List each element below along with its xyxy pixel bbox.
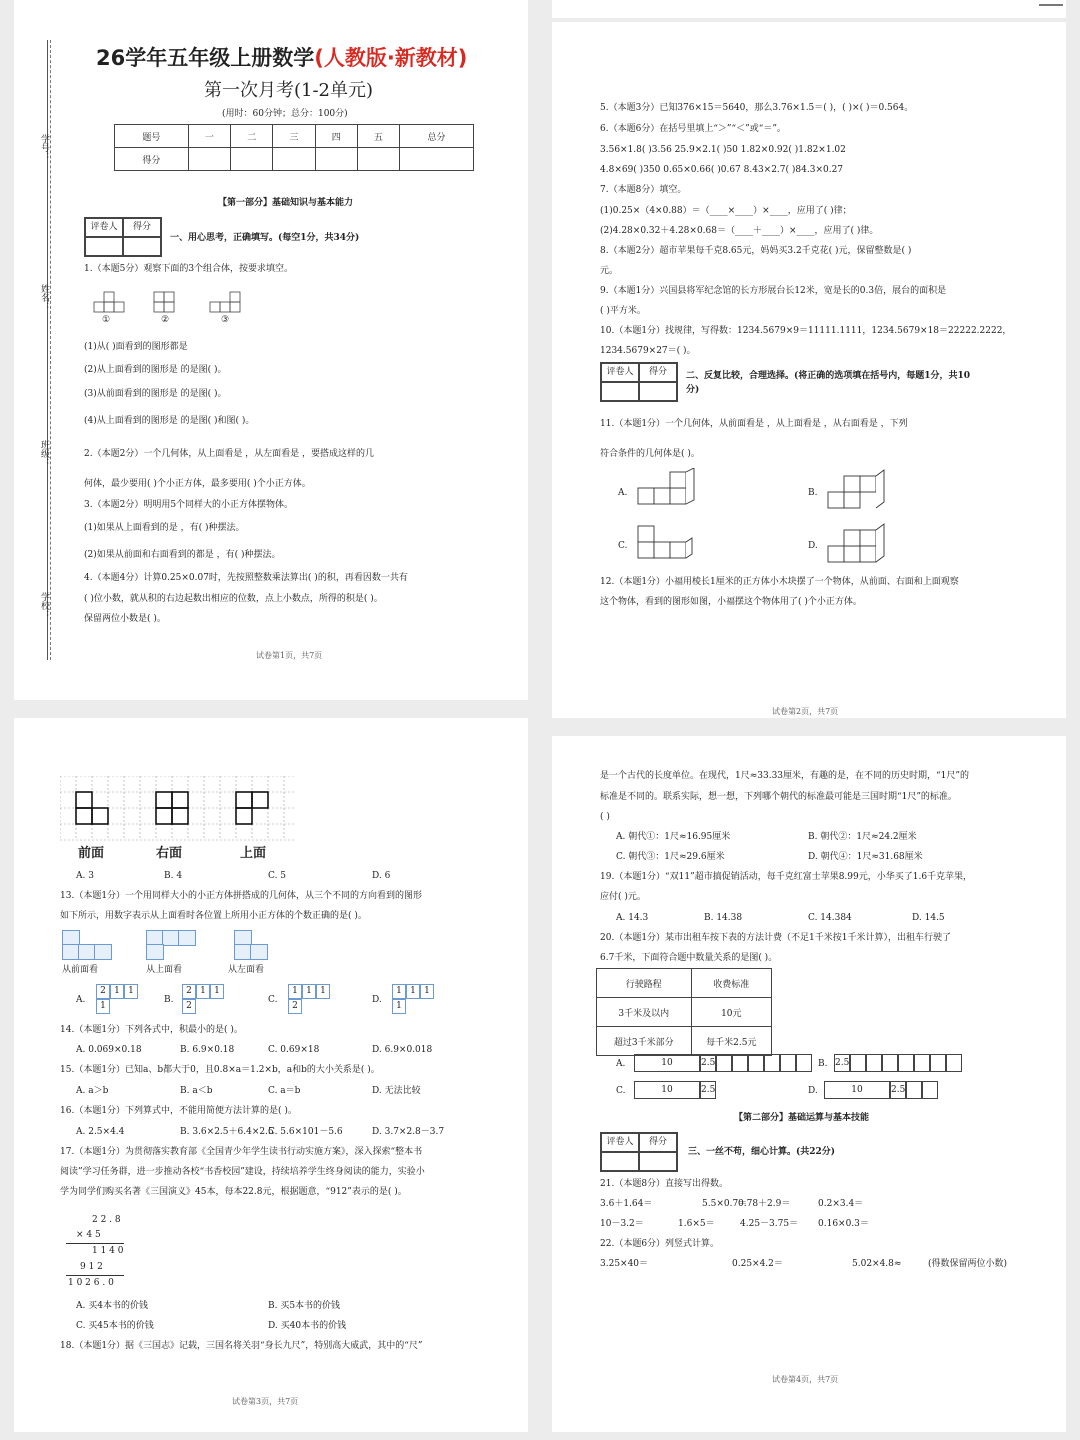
fare-cell: 3千米及以内 xyxy=(597,998,692,1027)
side-label-name: 姓名： xyxy=(39,284,49,311)
q13-option-c[interactable]: C. xyxy=(268,995,278,1005)
cube-figure-b xyxy=(824,468,894,514)
question-5: 5.（本题3分）已知376×15＝5640，那么3.76×1.5＝( )，( )×( )＝0.564。 xyxy=(600,103,914,113)
q16-option-a[interactable]: A. 2.5×4.4 xyxy=(76,1127,125,1137)
q1-label-3: ③ xyxy=(221,315,230,325)
question-17a: 17.（本题1分）为贯彻落实教育部《全国青少年学生读书行动实施方案》，深入探索“整本书 xyxy=(60,1147,423,1157)
score-cell[interactable] xyxy=(639,1152,677,1171)
page-footer: 试卷第1页，共7页 xyxy=(256,651,323,660)
section1-heading: 一、用心思考，正确填写。(每空1分，共34分) xyxy=(170,233,360,243)
q1-part-4: (4)从上面看到的图形是 的是图( )和图( )。 xyxy=(84,416,255,426)
q17-option-b[interactable]: B. 买5本书的价钱 xyxy=(268,1301,341,1311)
num-cell: 2 xyxy=(182,999,196,1014)
q1-part-1: (1)从( )面看到的图形都是 xyxy=(84,342,188,352)
binding-line xyxy=(50,40,51,660)
exam-page-4 xyxy=(552,736,1066,1432)
question-10a: 10.（本题1分）找规律，写得数：1234.5679×9＝11111.1111，1234.5679×18＝22222.2222， xyxy=(600,326,1012,336)
view-label-right: 右面 xyxy=(156,846,183,861)
q16-option-d[interactable]: D. 3.7×2.8－3.7 xyxy=(372,1127,445,1137)
question-15: 15.（本题1分）已知a、b都大于0，且0.8×a＝1.2×b，a和b的大小关系是( )。 xyxy=(60,1065,380,1075)
part1-heading: 【第一部分】基础知识与基本能力 xyxy=(218,198,354,208)
q13-num-grid-a xyxy=(96,984,138,1014)
q1-part-3: (3)从前面看到的图形是 的是图( )。 xyxy=(84,389,227,399)
calc-item: 0.25×4.2＝ xyxy=(732,1259,783,1269)
scorer-box xyxy=(600,362,678,402)
q20-bar-b xyxy=(834,1054,962,1072)
num-cell: 1 xyxy=(210,984,224,999)
score-cell[interactable] xyxy=(273,148,315,171)
score-cell[interactable] xyxy=(315,148,357,171)
title-edition: (人教版·新教材) xyxy=(314,46,468,70)
q14-option-d[interactable]: D. 6.9×0.018 xyxy=(372,1045,433,1055)
q17-option-a[interactable]: A. 买4本书的价钱 xyxy=(76,1301,148,1311)
q14-option-c[interactable]: C. 0.69×18 xyxy=(268,1045,320,1055)
q13-view-top: 从上面看 xyxy=(146,965,183,975)
question-20b: 6.7千米，下面符合题中数量关系的是图( )。 xyxy=(600,953,778,963)
question-8a: 8.（本题2分）超市苹果每千克8.65元，妈妈买3.2千克花( )元，保留整数是( ) xyxy=(600,246,912,256)
bar-segment: 2.5 xyxy=(834,1054,850,1072)
q1-label-1: ① xyxy=(102,315,111,325)
num-cell: 1 xyxy=(420,984,434,999)
num-cell: 1 xyxy=(302,984,316,999)
bar-segment xyxy=(914,1054,930,1072)
calc-item: 5.5×0.7＝ xyxy=(702,1199,748,1209)
question-12a: 12.（本题1分）小福用棱长1厘米的正方体小木块摆了一个物体，从前面、右面和上面观察 xyxy=(600,577,959,587)
question-18c: 标准是不同的。联系实际，想一想，下列哪个朝代的标准最可能是三国时期“1尺”的标准。 xyxy=(600,792,957,802)
vertical-calc-line: 1 1 4 0 xyxy=(92,1246,124,1256)
exam-page-1 xyxy=(14,0,528,700)
bar-segment xyxy=(906,1081,922,1099)
page-footer: 试卷第3页，共7页 xyxy=(232,1397,299,1406)
question-19b: 应付( )元。 xyxy=(600,892,646,902)
num-cell: 1 xyxy=(392,999,406,1014)
q13-num-grid-d xyxy=(392,984,434,1014)
q18-option-d[interactable]: D. 朝代④：1尺≈31.68厘米 xyxy=(808,852,923,862)
q16-option-b[interactable]: B. 3.6×2.5＋6.4×2.5 xyxy=(180,1127,274,1137)
q13-front-cell xyxy=(94,944,112,960)
question-20a: 20.（本题1分）某市出租车按下表的方法计费（不足1千米按1千米计算），出租车行驶了 xyxy=(600,933,951,943)
score-header: 一 xyxy=(188,125,230,148)
question-19a: 19.（本题1分）“双11”超市搞促销活动，每千克红富士苹果8.99元，小华买了1.6千克苹果， xyxy=(600,872,973,882)
q17-option-c[interactable]: C. 买45本书的价钱 xyxy=(76,1321,154,1331)
question-9a: 9.（本题1分）兴国县将军纪念馆的长方形展台长12米，宽是长的0.3倍，展台的面积是 xyxy=(600,286,947,296)
calc-item: 0.16×0.3＝ xyxy=(818,1219,869,1229)
q12-option-a[interactable]: A. 3 xyxy=(76,871,94,881)
section2-heading-cont: 分) xyxy=(686,385,700,395)
q14-option-b[interactable]: B. 6.9×0.18 xyxy=(180,1045,235,1055)
calc-item: 0.2×3.4＝ xyxy=(818,1199,864,1209)
score-header: 三 xyxy=(273,125,315,148)
question-18: 18.（本题1分）据《三国志》记载，三国名将关羽“身长九尺”，特别高大威武，其中的“尺” xyxy=(60,1341,423,1351)
question-9b: ( )平方米。 xyxy=(600,306,646,316)
question-7-1: (1)0.25×（4×0.88）＝（____×____）×____，应用了( )律； xyxy=(600,206,852,216)
num-cell: 1 xyxy=(406,984,420,999)
question-4a: 4.（本题4分）计算0.25×0.07时，先按照整数乘法算出( )的积，再看因数一共有 xyxy=(84,573,408,583)
bar-segment xyxy=(882,1054,898,1072)
q15-option-d[interactable]: D. 无法比较 xyxy=(372,1086,421,1096)
question-21: 21.（本题8分）直接写出得数。 xyxy=(600,1179,729,1189)
q19-option-b[interactable]: B. 14.38 xyxy=(704,913,743,923)
score-cell[interactable] xyxy=(400,148,474,171)
q20-bar-a xyxy=(634,1054,812,1072)
cube-figure-d xyxy=(824,522,894,568)
question-12b: 这个物体，看到的图形如图，小福摆这个物体用了( )个小正方体。 xyxy=(600,597,862,607)
score-header: 四 xyxy=(315,125,357,148)
fare-header: 收费标准 xyxy=(691,969,771,998)
question-2a: 2.（本题2分）一个几何体，从上面看是 ，从左面看是 ，要搭成这样的几 xyxy=(84,449,375,459)
vertical-calc-line: 2 2 . 8 xyxy=(92,1215,121,1225)
q15-option-b[interactable]: B. a＜b xyxy=(180,1086,213,1096)
question-22: 22.（本题6分）列竖式计算。 xyxy=(600,1239,720,1249)
q19-option-d[interactable]: D. 14.5 xyxy=(912,913,945,923)
q11-option-d[interactable]: D. xyxy=(808,541,818,551)
exam-page-2 xyxy=(552,22,1066,718)
score-cell[interactable] xyxy=(231,148,273,171)
score-cell[interactable] xyxy=(123,237,161,256)
q17-option-d[interactable]: D. 买40本书的价钱 xyxy=(268,1321,347,1331)
question-17c: 学为同学们购买名著《三国演义》45本，每本22.8元，根据题意，“912”表示的是( )。 xyxy=(60,1187,407,1197)
num-cell: 1 xyxy=(96,999,110,1014)
question-16: 16.（本题1分）下列算式中，不能用简便方法计算的是( )。 xyxy=(60,1106,297,1116)
question-18b: 是一个古代的长度单位。在现代，1尺≈33.33厘米，有趣的是，在不同的历史时期，“1尺”的 xyxy=(600,771,969,781)
q20-option-c[interactable]: C. xyxy=(616,1086,626,1096)
q13-num-grid-b xyxy=(182,984,224,1014)
q13-view-front: 从前面看 xyxy=(62,965,99,975)
cube-figure-a xyxy=(634,468,704,512)
calc-note: (得数保留两位小数) xyxy=(928,1259,1008,1269)
num-cell: 1 xyxy=(124,984,138,999)
calc-item: 3.25×40＝ xyxy=(600,1259,649,1269)
scorer-box xyxy=(84,217,162,257)
q11-option-a[interactable]: A. xyxy=(618,488,628,498)
bar-segment: 2.5 xyxy=(700,1054,716,1072)
q18-option-a[interactable]: A. 朝代①：1尺≈16.95厘米 xyxy=(616,832,731,842)
bar-segment xyxy=(866,1054,882,1072)
view-label-front: 前面 xyxy=(78,846,105,861)
question-8b: 元。 xyxy=(600,266,619,276)
score-table xyxy=(114,124,474,171)
question-13a: 13.（本题1分）一个用同样大小的小正方体拼搭成的几何体，从三个不同的方向看到的图形 xyxy=(60,891,423,901)
calc-item: 0.78＋2.9＝ xyxy=(738,1199,791,1209)
score-cell[interactable] xyxy=(639,382,677,401)
q19-option-c[interactable]: C. 14.384 xyxy=(808,913,852,923)
vertical-calc-line: 1 0 2 6 . 0 xyxy=(68,1278,114,1288)
page-footer: 试卷第2页，共7页 xyxy=(772,707,839,716)
q18-option-c[interactable]: C. 朝代③：1尺≈29.6厘米 xyxy=(616,852,725,862)
num-cell: 1 xyxy=(196,984,210,999)
fare-cell: 超过3千米部分 xyxy=(597,1027,692,1056)
score-label: 得分 xyxy=(123,218,161,237)
vertical-calc-line: × 4 5 xyxy=(76,1230,101,1240)
q13-option-d[interactable]: D. xyxy=(372,995,382,1005)
score-label: 得分 xyxy=(639,363,677,382)
bar-segment: 2.5 xyxy=(890,1081,906,1099)
exam-page-3 xyxy=(14,718,528,1432)
q13-option-a[interactable]: A. xyxy=(76,995,86,1005)
num-cell: 1 xyxy=(316,984,330,999)
q14-option-a[interactable]: A. 0.069×0.18 xyxy=(76,1045,142,1055)
q11-option-b[interactable]: B. xyxy=(808,488,818,498)
fare-table xyxy=(596,968,772,1056)
bar-segment xyxy=(922,1081,938,1099)
side-label-school: 学校： xyxy=(39,592,49,619)
exam-title xyxy=(96,42,467,72)
section2-heading: 二、反复比较，合理选择。(将正确的选项填在括号内，每题1分，共10 xyxy=(686,371,971,381)
question-3-1: (1)如果从上面看到的是 ，有( )种摆法。 xyxy=(84,523,245,533)
q1-solids-figure xyxy=(90,288,290,328)
q13-left-cell xyxy=(250,944,268,960)
question-2b: 何体，最少要用( )个小正方体，最多要用( )个小正方体。 xyxy=(84,479,311,489)
calc-item: 4.25－3.75＝ xyxy=(740,1219,799,1229)
section3-heading: 三、一丝不苟，细心计算。(共22分) xyxy=(688,1147,836,1157)
question-11b: 符合条件的几何体是( )。 xyxy=(600,449,700,459)
q13-view-left: 从左面看 xyxy=(228,965,265,975)
question-18d: ( ) xyxy=(600,812,610,822)
q13-top-cell xyxy=(178,930,196,946)
time-note: (用时：60分钟；总分：100分) xyxy=(222,109,348,119)
q16-option-c[interactable]: C. 5.6×101－5.6 xyxy=(268,1127,343,1137)
bar-segment: 10 xyxy=(634,1081,700,1099)
question-6: 6.（本题6分）在括号里填上“＞”“＜”或“＝”。 xyxy=(600,124,786,134)
q12-option-b[interactable]: B. 4 xyxy=(164,871,183,881)
q11-option-c[interactable]: C. xyxy=(618,541,628,551)
num-cell: 1 xyxy=(110,984,124,999)
q20-bar-c xyxy=(634,1081,716,1099)
question-6-row1: 3.56×1.8( )3.56 25.9×2.1( )50 1.82×0.92( )1.82×1.02 xyxy=(600,145,846,155)
bar-segment xyxy=(898,1054,914,1072)
num-cell: 2 xyxy=(182,984,196,999)
question-11a: 11.（本题1分）一个几何体，从前面看是 ，从上面看是 ，从右面看是 ，下列 xyxy=(600,419,908,429)
q1-part-2: (2)从上面看到的图形是 的是图( )。 xyxy=(84,365,227,375)
question-3: 3.（本题2分）明明用5个同样大的小正方体摆物体。 xyxy=(84,500,294,510)
num-cell: 1 xyxy=(288,984,302,999)
scorer-box xyxy=(600,1132,678,1172)
q15-option-a[interactable]: A. a＞b xyxy=(76,1086,109,1096)
scorer-label: 评卷人 xyxy=(85,218,123,237)
question-13b: 如下所示，用数字表示从上面看时各位置上所用小正方体的个数正确的是( )。 xyxy=(60,911,367,921)
q20-option-b[interactable]: B. xyxy=(818,1059,828,1069)
scorer-cell[interactable] xyxy=(85,237,123,256)
side-label-id: 学号： xyxy=(39,134,49,161)
score-cell[interactable] xyxy=(188,148,230,171)
calc-item: 1.6×5＝ xyxy=(678,1219,715,1229)
fare-header: 行驶路程 xyxy=(597,969,692,998)
scorer-cell[interactable] xyxy=(601,1152,639,1171)
bar-segment xyxy=(930,1054,946,1072)
scorer-label: 评卷人 xyxy=(601,1133,639,1152)
bar-segment xyxy=(748,1054,764,1072)
menu-icon[interactable] xyxy=(1036,0,1066,18)
bar-segment xyxy=(850,1054,866,1072)
calc-rule xyxy=(66,1243,124,1244)
bar-segment xyxy=(780,1054,796,1072)
question-4c: 保留两位小数是( )。 xyxy=(84,614,166,624)
page-footer: 试卷第4页，共7页 xyxy=(772,1375,839,1384)
q12-option-d[interactable]: D. 6 xyxy=(372,871,391,881)
score-header: 五 xyxy=(357,125,399,148)
score-header: 总分 xyxy=(400,125,474,148)
calc-item: 5.02×4.8≈ xyxy=(852,1259,902,1269)
num-cell: 2 xyxy=(288,999,302,1014)
bar-segment xyxy=(796,1054,812,1072)
fare-cell: 每千米2.5元 xyxy=(691,1027,771,1056)
bar-segment xyxy=(764,1054,780,1072)
calc-rule xyxy=(66,1275,124,1276)
q13-top-cell xyxy=(146,944,164,960)
calc-item: 10－3.2＝ xyxy=(600,1219,644,1229)
scorer-cell[interactable] xyxy=(601,382,639,401)
question-7-2: (2)4.28×0.32＋4.28×0.68＝（____＋____）×____，应用了( )律。 xyxy=(600,226,879,236)
title-main: 26学年五年级上册数学 xyxy=(96,46,315,70)
score-header: 二 xyxy=(231,125,273,148)
q1-label-2: ② xyxy=(161,315,170,325)
cube-figure-c xyxy=(634,522,704,568)
fare-cell: 10元 xyxy=(691,998,771,1027)
exam-subtitle: 第一次月考(1-2单元) xyxy=(204,80,374,101)
question-14: 14.（本题1分）下列各式中，积最小的是( )。 xyxy=(60,1025,243,1035)
q20-bar-d xyxy=(824,1081,938,1099)
bar-segment xyxy=(946,1054,962,1072)
score-cell[interactable] xyxy=(357,148,399,171)
question-6-row2: 4.8×69( )350 0.65×0.66( )0.67 8.43×2.7( )84.3×0.27 xyxy=(600,165,844,175)
bar-segment xyxy=(732,1054,748,1072)
q12-option-c[interactable]: C. 5 xyxy=(268,871,287,881)
question-10b: 1234.5679×27＝( )。 xyxy=(600,346,696,356)
scorer-label: 评卷人 xyxy=(601,363,639,382)
score-row-label: 得分 xyxy=(115,148,189,171)
bar-segment xyxy=(716,1054,732,1072)
q20-option-d[interactable]: D. xyxy=(808,1086,818,1096)
q19-option-a[interactable]: A. 14.3 xyxy=(616,913,649,923)
score-header: 题号 xyxy=(115,125,189,148)
score-label: 得分 xyxy=(639,1133,677,1152)
view-label-top: 上面 xyxy=(240,846,267,861)
num-cell: 1 xyxy=(392,984,406,999)
bar-segment: 10 xyxy=(824,1081,890,1099)
q18-option-b[interactable]: B. 朝代②：1尺≈24.2厘米 xyxy=(808,832,917,842)
question-3-2: (2)如果从前面和右面看到的都是 ，有( )种摆法。 xyxy=(84,550,281,560)
question-4b: ( )位小数，就从积的右边起数出相应的位数，点上小数点，所得的积是( )。 xyxy=(84,594,383,604)
side-label-class: 班级： xyxy=(39,440,49,467)
binding-line-solid xyxy=(47,40,48,660)
q15-option-c[interactable]: C. a＝b xyxy=(268,1086,301,1096)
q20-option-a[interactable]: A. xyxy=(616,1059,626,1069)
question-7: 7.（本题8分）填空。 xyxy=(600,185,687,195)
q13-num-grid-c xyxy=(288,984,330,1014)
part2-heading: 【第二部分】基础运算与基本技能 xyxy=(734,1113,870,1123)
page-top-strip xyxy=(552,0,1066,18)
calc-item: 3.6＋1.64＝ xyxy=(600,1199,653,1209)
bar-segment: 2.5 xyxy=(700,1081,716,1099)
bar-segment: 10 xyxy=(634,1054,700,1072)
vertical-calc-line: 9 1 2 xyxy=(80,1262,103,1272)
question-1: 1.（本题5分）观察下面的3个组合体，按要求填空。 xyxy=(84,264,294,274)
question-17b: 阅读”学习任务群，进一步推动各校“书香校园”建设，持续培养学生终身阅读的能力，实验小 xyxy=(60,1167,425,1177)
num-cell: 2 xyxy=(96,984,110,999)
q13-option-b[interactable]: B. xyxy=(164,995,174,1005)
